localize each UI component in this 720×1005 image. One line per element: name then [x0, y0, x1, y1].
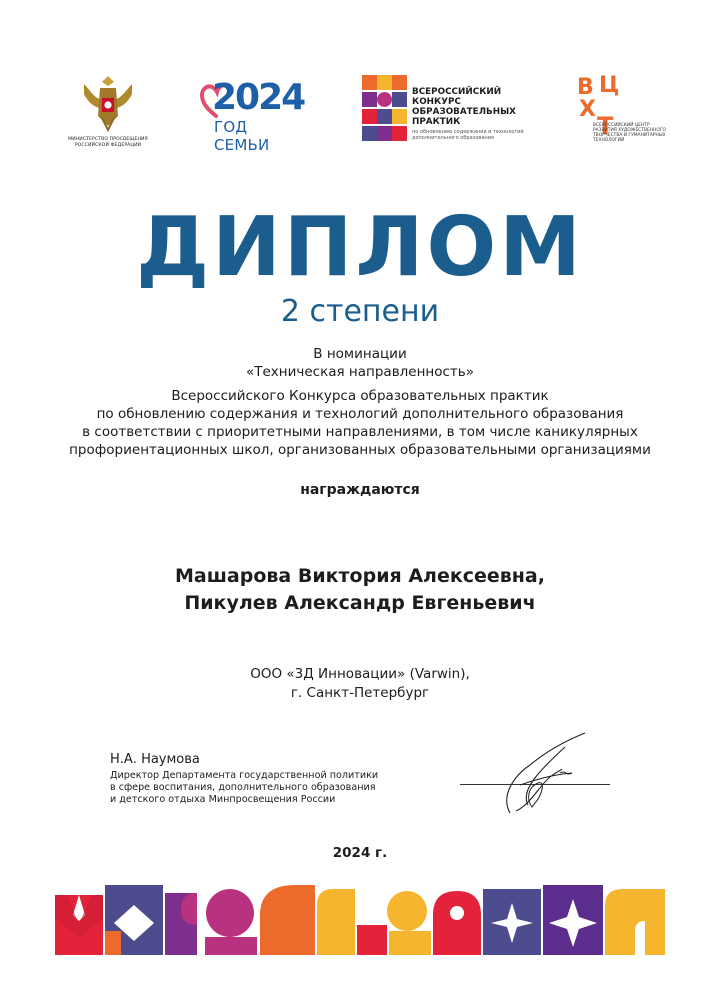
- eagle-emblem-icon: [80, 72, 136, 134]
- recipients: [0, 563, 720, 617]
- year-logo-number: 2024: [212, 77, 305, 118]
- year-of-family-logo: [200, 77, 305, 154]
- vcht-letter: Х: [579, 97, 596, 122]
- contest-logo: [362, 75, 542, 145]
- contest-line: профориентационных школ, организованных образовательными организациями: [69, 442, 651, 458]
- awarded-label: награждаются: [300, 482, 420, 498]
- diploma-year: 2024 г.: [332, 845, 388, 861]
- vcht-caption: ВСЕРОССИЙСКИЙ ЦЕНТР РАЗВИТИЯ ХУДОЖЕСТВЕННОГО ТВОРЧЕСТВА И ГУМАНИТАРНЫХ ТЕХНОЛОГИЙ: [593, 123, 666, 143]
- vcht-letter: Т: [597, 112, 614, 138]
- contest-logo-title-2: КОНКУРС: [412, 97, 461, 107]
- decorative-footer-pattern: [55, 885, 665, 955]
- vcht-letter: Ц: [599, 73, 620, 98]
- contest-line: в соответствии с приоритетными направлениями, в том числе каникулярных: [82, 424, 638, 440]
- contest-mosaic-icon: [362, 75, 408, 141]
- vcht-logo: [575, 72, 670, 147]
- nomination-line: В номинации: [313, 346, 407, 362]
- ministry-caption: МИНИСТЕРСТВО ПРОСВЕЩЕНИЯ РОССИЙСКОЙ ФЕДЕРАЦИИ: [68, 137, 148, 148]
- contest-logo-subtitle-2: дополнительного образования: [412, 135, 494, 141]
- contest-line: по обновлению содержания и технологий дополнительного образования: [96, 406, 624, 422]
- organization-line: ООО «3Д Инновации» (Varwin),: [250, 666, 470, 682]
- diploma-degree: 2 степени: [280, 294, 440, 329]
- contest-description: [0, 387, 720, 459]
- contest-logo-subtitle-1: по обновлению содержания и технологий: [412, 129, 524, 135]
- vcht-letter: В: [577, 75, 594, 100]
- signer-position: Директор Департамента государственной политики в сфере воспитания, дополнительного образования и детского отдыха Минпросвещения России: [110, 770, 379, 805]
- contest-logo-title-4: ПРАКТИК: [412, 117, 461, 127]
- ministry-logo: [60, 72, 156, 149]
- recipient-name: Пикулев Александр Евгеньевич: [184, 592, 536, 614]
- contest-logo-title-3: ОБРАЗОВАТЕЛЬНЫХ: [412, 107, 516, 117]
- organization-line: г. Санкт-Петербург: [290, 685, 430, 701]
- nomination: [0, 345, 720, 381]
- recipient-name: Машарова Виктория Алексеевна,: [175, 565, 545, 587]
- signer-block: [110, 752, 378, 806]
- year-logo-subtitle: ГОД СЕМЬИ: [214, 118, 270, 154]
- contest-logo-title-1: ВСЕРОССИЙСКИЙ: [412, 87, 502, 97]
- contest-line: Всероссийского Конкурса образовательных практик: [171, 388, 549, 404]
- organization: [0, 665, 720, 703]
- signature-icon: [480, 725, 600, 820]
- signer-name: Н.А. Наумова: [110, 752, 200, 767]
- nomination-line: «Техническая направленность»: [245, 364, 475, 380]
- diploma-title: ДИПЛОМ: [136, 200, 584, 295]
